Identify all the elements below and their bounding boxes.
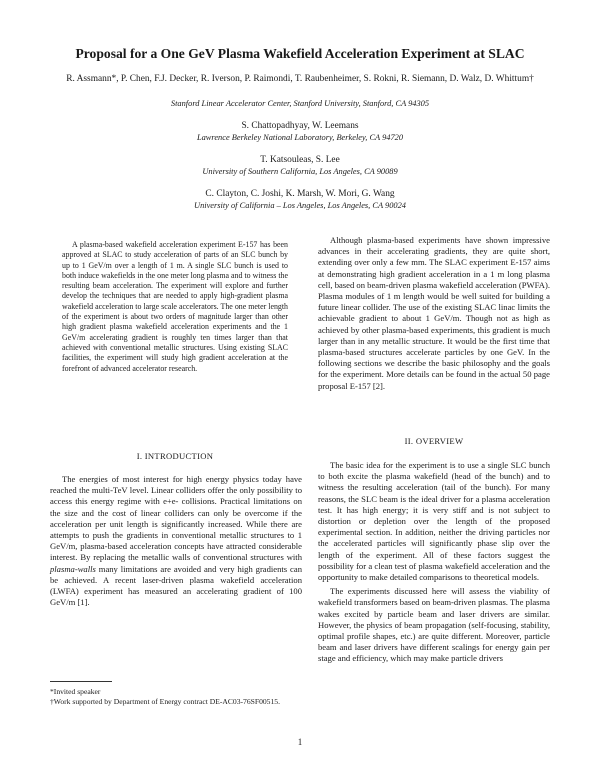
introduction-text-before: The energies of most interest for high energy physics today have reached the multi-TeV level. Linear colliders offer the only possibility to access this energy regime with e+e- collisions. Practical limitations on the size and the cost of linear colliders can only be overcome if the acceleration per unit length is significantly increased. While there are attempts to push the gradients in conventional metallic structures to 1 GeV/m, plasma-based acceleration concepts have attracted considerable interest. By replacing the metallic walls of conventional structures with <box>50 474 302 563</box>
overview-paragraph-2: The experiments discussed here will assess the viability of wakefield transformers based on beam-driven plasmas. The plasma wakes excited by particle beam and laser drivers are similar. However, the physics of beam propagation (self-focusing, stability, optimal profile shapes, etc.) are quite different. Moreover, particle beam and laser drivers have different scalings for energy gain per stage and efficiency, which may make particle drivers <box>318 586 550 664</box>
affiliation-slac: Stanford Linear Accelerator Center, Stanford University, Stanford, CA 94305 <box>170 99 430 108</box>
footnote-support: †Work supported by Department of Energy contract DE-AC03-76SF00515. <box>50 697 280 706</box>
affiliation-ucla: University of California – Los Angeles, Los Angeles, CA 90024 <box>194 201 406 210</box>
right-column-intro <box>318 235 550 392</box>
introduction-paragraph <box>50 474 302 608</box>
section-heading-introduction: I. INTRODUCTION <box>136 451 214 461</box>
affiliation-lbnl: Lawrence Berkeley National Laboratory, Berkeley, CA 94720 <box>196 133 404 142</box>
authors-usc: T. Katsouleas, S. Lee <box>260 155 340 165</box>
page-number: 1 <box>297 737 303 747</box>
abstract-text: A plasma-based wakefield acceleration experiment E-157 has been approved at SLAC to study acceleration of parts of an SLC bunch by up to 1 GeV/m over a length of 1 m. A single SLC bunch is used to both induce wakefields in the one meter long plasma and to witness the resulting beam acceleration. The experiment will explore and further develop the techniques that are needed to apply high-gradient plasma wakefield acceleration to large scale accelerators. The one meter length of the experiment is about two orders of magnitude larger than other high gradient plasma wakefield acceleration experiments and the 1 GeV/m accelerating gradient is roughly ten times larger than that achieved with conventional metallic structures. Using existing SLAC facilities, the experiment will study high gradient acceleration at the forefront of advanced accelerator research. <box>62 240 288 373</box>
abstract <box>62 240 288 374</box>
introduction-text-after: many limitations are avoided and very high gradients can be achieved. A recent laser-driven plasma wakefield acceleration (LWFA) experiment has measured an accelerating gradient of 100 GeV/m [1]. <box>50 563 302 608</box>
plasma-walls-emphasis: plasma-walls <box>50 563 96 574</box>
affiliation-usc: University of Southern California, Los Angeles, CA 90089 <box>202 167 398 176</box>
introduction-text <box>50 474 302 608</box>
overview-paragraph-1: The basic idea for the experiment is to use a single SLC bunch to both excite the plasma wakefield (head of the bunch) and to witness the resulting acceleration (tail of the bunch). For many reasons, the SLC beam is the ideal driver for a plasma acceleration test. It has high energy; it is very stiff and is not subject to distortion or depletion over the length of the proposed experimental section. In addition, neither the driving particles nor the accelerated particles will significantly phase slip over the length of the experiment. All of these factors suggest the possibility for a clean test of plasma wakefield acceleration and the opportunity to make detailed comparisons to theoretical models. <box>318 460 550 583</box>
section-heading-overview: II. OVERVIEW <box>404 436 464 446</box>
overview-text <box>318 460 550 665</box>
authors-lbnl: S. Chattopadhyay, W. Leemans <box>241 121 359 131</box>
footnote-invited: *Invited speaker <box>50 687 101 696</box>
right-intro-paragraph: Although plasma-based experiments have shown impressive advances in their accelerating gradients, they are quite short, extending over only a few mm. The SLAC experiment E-157 aims at demonstrating high gradient acceleration in a 1 m long plasma cell, based on beam-driven plasma wakefield acceleration (PWFA). Plasma modules of 1 m length would be well suited for building a future linear collider. The use of the existing SLAC linac limits the achievable gradient to about 1 GeV/m. Though not as high as achieved by other plasma-based experiments, this gradient is much larger than in any metallic structure. It would be the first time that plasma-based structures accelerate particles by one GeV. In the following sections we describe the basic philosophy and the goals for the experiment. More details can be found in the actual 50 page proposal E-157 [2]. <box>318 235 551 391</box>
paper-title: Proposal for a One GeV Plasma Wakefield Acceleration Experiment at SLAC <box>75 46 525 61</box>
authors-slac: R. Assmann*, P. Chen, F.J. Decker, R. Iverson, P. Raimondi, T. Raubenheimer, S. Rokni, R. Siemann, D. Walz, D. Whittum† <box>66 74 534 84</box>
footnote-rule <box>50 681 112 682</box>
authors-ucla: C. Clayton, C. Joshi, K. Marsh, W. Mori, G. Wang <box>205 189 395 199</box>
